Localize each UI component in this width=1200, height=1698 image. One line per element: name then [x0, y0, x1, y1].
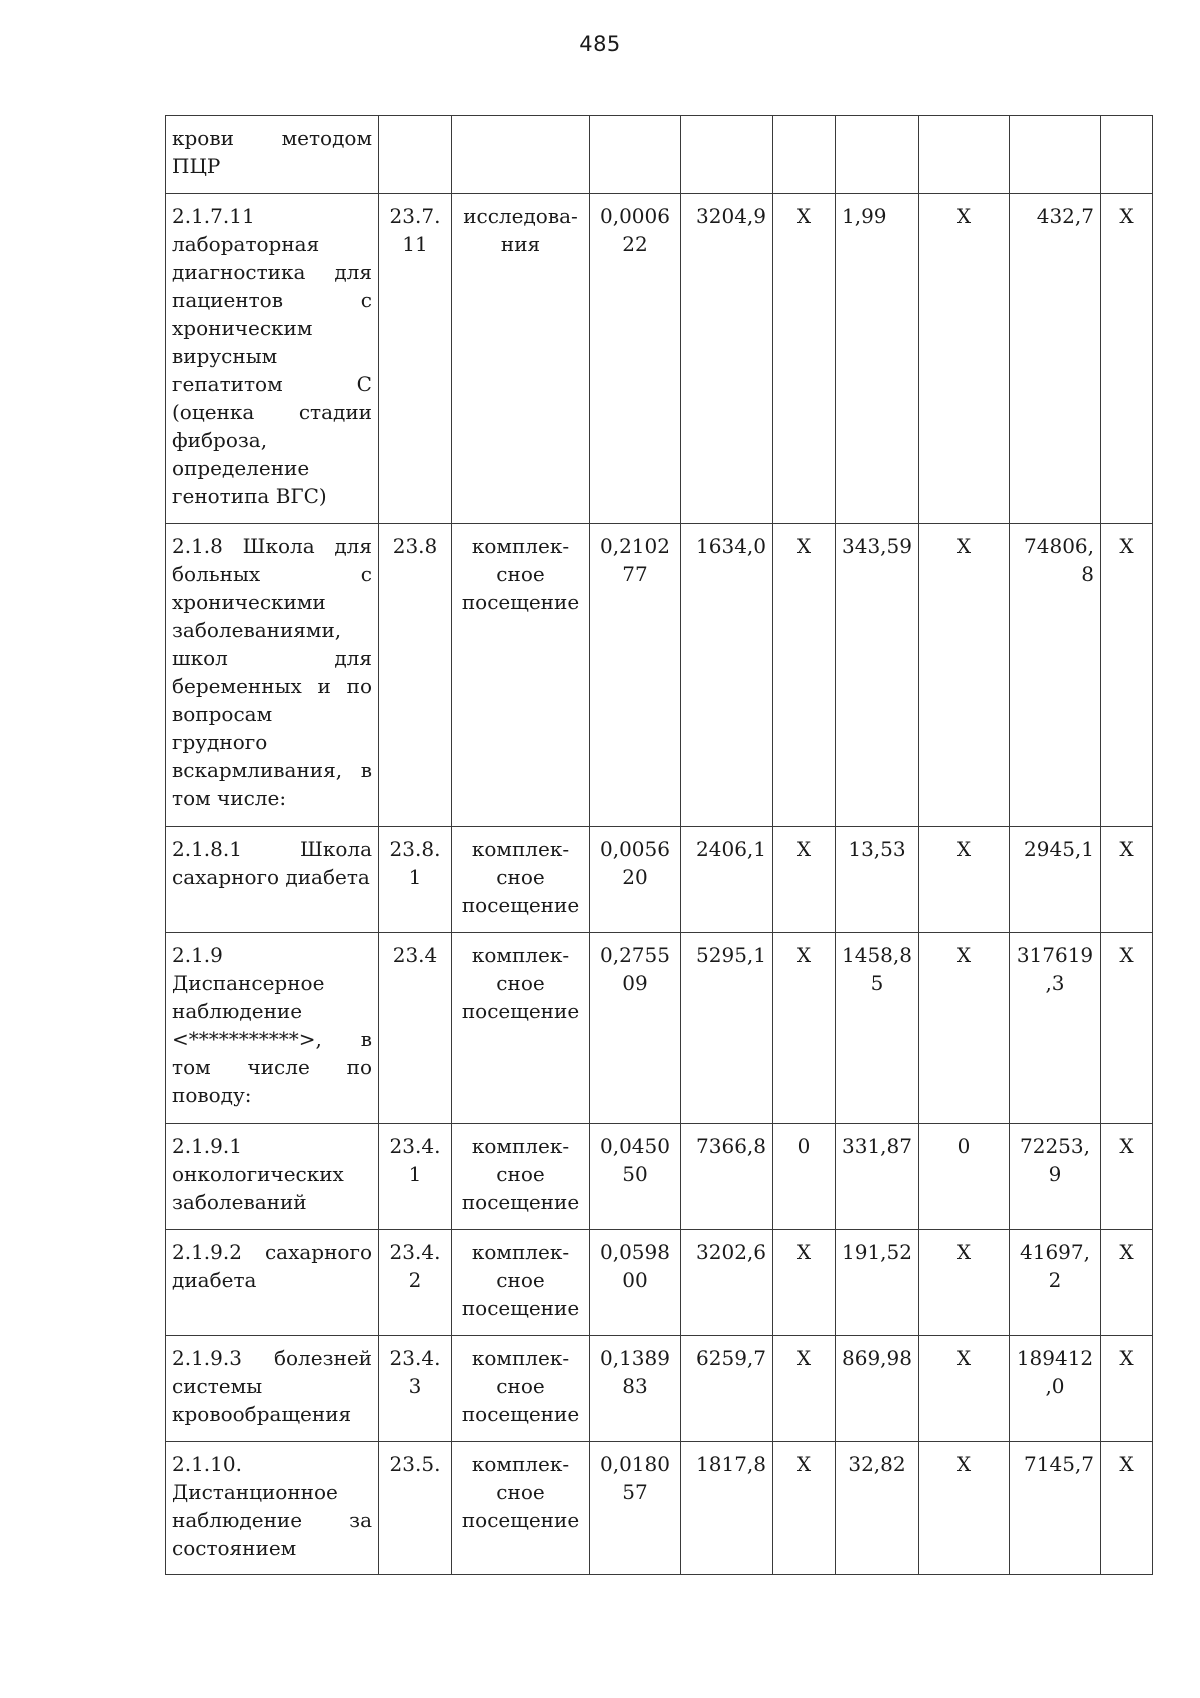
- value-cell: 317619 ,3: [1010, 933, 1101, 1124]
- value-cell: X: [773, 194, 836, 524]
- cost-cell: 3204,9: [681, 194, 773, 524]
- unit-cell: комплек- сное посещение: [452, 1442, 590, 1575]
- norm-cell: [590, 116, 681, 194]
- unit-cell: комплек- сное посещение: [452, 1336, 590, 1442]
- code-cell: 23.7. 11: [379, 194, 452, 524]
- value-cell: X: [773, 933, 836, 1124]
- cost-cell: 7366,8: [681, 1124, 773, 1230]
- service-name-cell: 2.1.9 Диспансерное наблюдение <***********>, в том числе по поводу:: [166, 933, 379, 1124]
- value-cell: [1010, 116, 1101, 194]
- norm-cell: 0,0450 50: [590, 1124, 681, 1230]
- unit-cell: комплек- сное посещение: [452, 933, 590, 1124]
- value-cell: 32,82: [836, 1442, 919, 1575]
- service-name-cell: 2.1.7.11 лабораторная диагностика для пациентов с хроническим вирусным гепатитом С (оценка стадии фиброза, определение генотипа ВГС): [166, 194, 379, 524]
- value-cell: X: [773, 524, 836, 827]
- value-cell: 0: [773, 1124, 836, 1230]
- value-cell: [919, 116, 1010, 194]
- value-cell: X: [919, 524, 1010, 827]
- table-row: [166, 194, 1153, 524]
- code-cell: 23.4. 1: [379, 1124, 452, 1230]
- table-row: [166, 933, 1153, 1124]
- value-cell: X: [773, 1336, 836, 1442]
- value-cell: X: [1101, 1442, 1153, 1575]
- value-cell: 41697, 2: [1010, 1230, 1101, 1336]
- table-row: [166, 1442, 1153, 1575]
- value-cell: 432,7: [1010, 194, 1101, 524]
- service-name-cell: 2.1.8.1 Школа сахарного диабета: [166, 827, 379, 933]
- service-name-cell: 2.1.9.2 сахарного диабета: [166, 1230, 379, 1336]
- norm-cell: 0,0598 00: [590, 1230, 681, 1336]
- value-cell: 72253, 9: [1010, 1124, 1101, 1230]
- code-cell: 23.4. 2: [379, 1230, 452, 1336]
- norm-cell: 0,0180 57: [590, 1442, 681, 1575]
- value-cell: 1,99: [836, 194, 919, 524]
- value-cell: [1101, 116, 1153, 194]
- cost-cell: 5295,1: [681, 933, 773, 1124]
- norm-cell: 0,2755 09: [590, 933, 681, 1124]
- value-cell: 331,87: [836, 1124, 919, 1230]
- service-name-cell: крови методом ПЦР: [166, 116, 379, 194]
- cost-cell: 3202,6: [681, 1230, 773, 1336]
- cost-cell: [681, 116, 773, 194]
- value-cell: X: [773, 1442, 836, 1575]
- cost-cell: 2406,1: [681, 827, 773, 933]
- value-cell: X: [1101, 827, 1153, 933]
- unit-cell: комплек- сное посещение: [452, 524, 590, 827]
- value-cell: X: [1101, 194, 1153, 524]
- value-cell: 343,59: [836, 524, 919, 827]
- code-cell: [379, 116, 452, 194]
- page-number: 485: [579, 32, 621, 56]
- value-cell: X: [919, 1230, 1010, 1336]
- norm-cell: 0,2102 77: [590, 524, 681, 827]
- norm-cell: 0,0006 22: [590, 194, 681, 524]
- unit-cell: комплек- сное посещение: [452, 1230, 590, 1336]
- service-name-cell: 2.1.10. Дистанционное наблюдение за состоянием: [166, 1442, 379, 1575]
- table-row: [166, 1336, 1153, 1442]
- value-cell: 2945,1: [1010, 827, 1101, 933]
- table-row: [166, 1230, 1153, 1336]
- table-row: [166, 1124, 1153, 1230]
- value-cell: X: [773, 1230, 836, 1336]
- value-cell: X: [773, 827, 836, 933]
- cost-cell: 6259,7: [681, 1336, 773, 1442]
- value-cell: 191,52: [836, 1230, 919, 1336]
- table-row: [166, 827, 1153, 933]
- value-cell: X: [919, 933, 1010, 1124]
- table-row: [166, 524, 1153, 827]
- value-cell: X: [1101, 1124, 1153, 1230]
- service-name-cell: 2.1.9.1 онкологических заболеваний: [166, 1124, 379, 1230]
- cost-cell: 1634,0: [681, 524, 773, 827]
- value-cell: 0: [919, 1124, 1010, 1230]
- service-name-cell: 2.1.9.3 болезней системы кровообращения: [166, 1336, 379, 1442]
- value-cell: 1458,8 5: [836, 933, 919, 1124]
- code-cell: 23.8: [379, 524, 452, 827]
- unit-cell: комплек- сное посещение: [452, 827, 590, 933]
- unit-cell: исследова- ния: [452, 194, 590, 524]
- value-cell: [836, 116, 919, 194]
- value-cell: 74806, 8: [1010, 524, 1101, 827]
- unit-cell: комплек- сное посещение: [452, 1124, 590, 1230]
- value-cell: X: [919, 1336, 1010, 1442]
- cost-cell: 1817,8: [681, 1442, 773, 1575]
- value-cell: 7145,7: [1010, 1442, 1101, 1575]
- tariff-table: [165, 115, 1153, 1575]
- value-cell: X: [1101, 524, 1153, 827]
- value-cell: X: [1101, 1230, 1153, 1336]
- value-cell: X: [919, 827, 1010, 933]
- norm-cell: 0,0056 20: [590, 827, 681, 933]
- code-cell: 23.4. 3: [379, 1336, 452, 1442]
- service-name-cell: 2.1.8 Школа для больных с хроническими заболеваниями, школ для беременных и по вопросам грудного вскармливания, в том числе:: [166, 524, 379, 827]
- value-cell: X: [1101, 933, 1153, 1124]
- table-body: [166, 116, 1153, 1575]
- value-cell: 869,98: [836, 1336, 919, 1442]
- code-cell: 23.4: [379, 933, 452, 1124]
- unit-cell: [452, 116, 590, 194]
- code-cell: 23.5.: [379, 1442, 452, 1575]
- value-cell: X: [1101, 1336, 1153, 1442]
- table-row: [166, 116, 1153, 194]
- value-cell: X: [919, 1442, 1010, 1575]
- norm-cell: 0,1389 83: [590, 1336, 681, 1442]
- value-cell: 189412 ,0: [1010, 1336, 1101, 1442]
- code-cell: 23.8. 1: [379, 827, 452, 933]
- value-cell: 13,53: [836, 827, 919, 933]
- value-cell: X: [919, 194, 1010, 524]
- value-cell: [773, 116, 836, 194]
